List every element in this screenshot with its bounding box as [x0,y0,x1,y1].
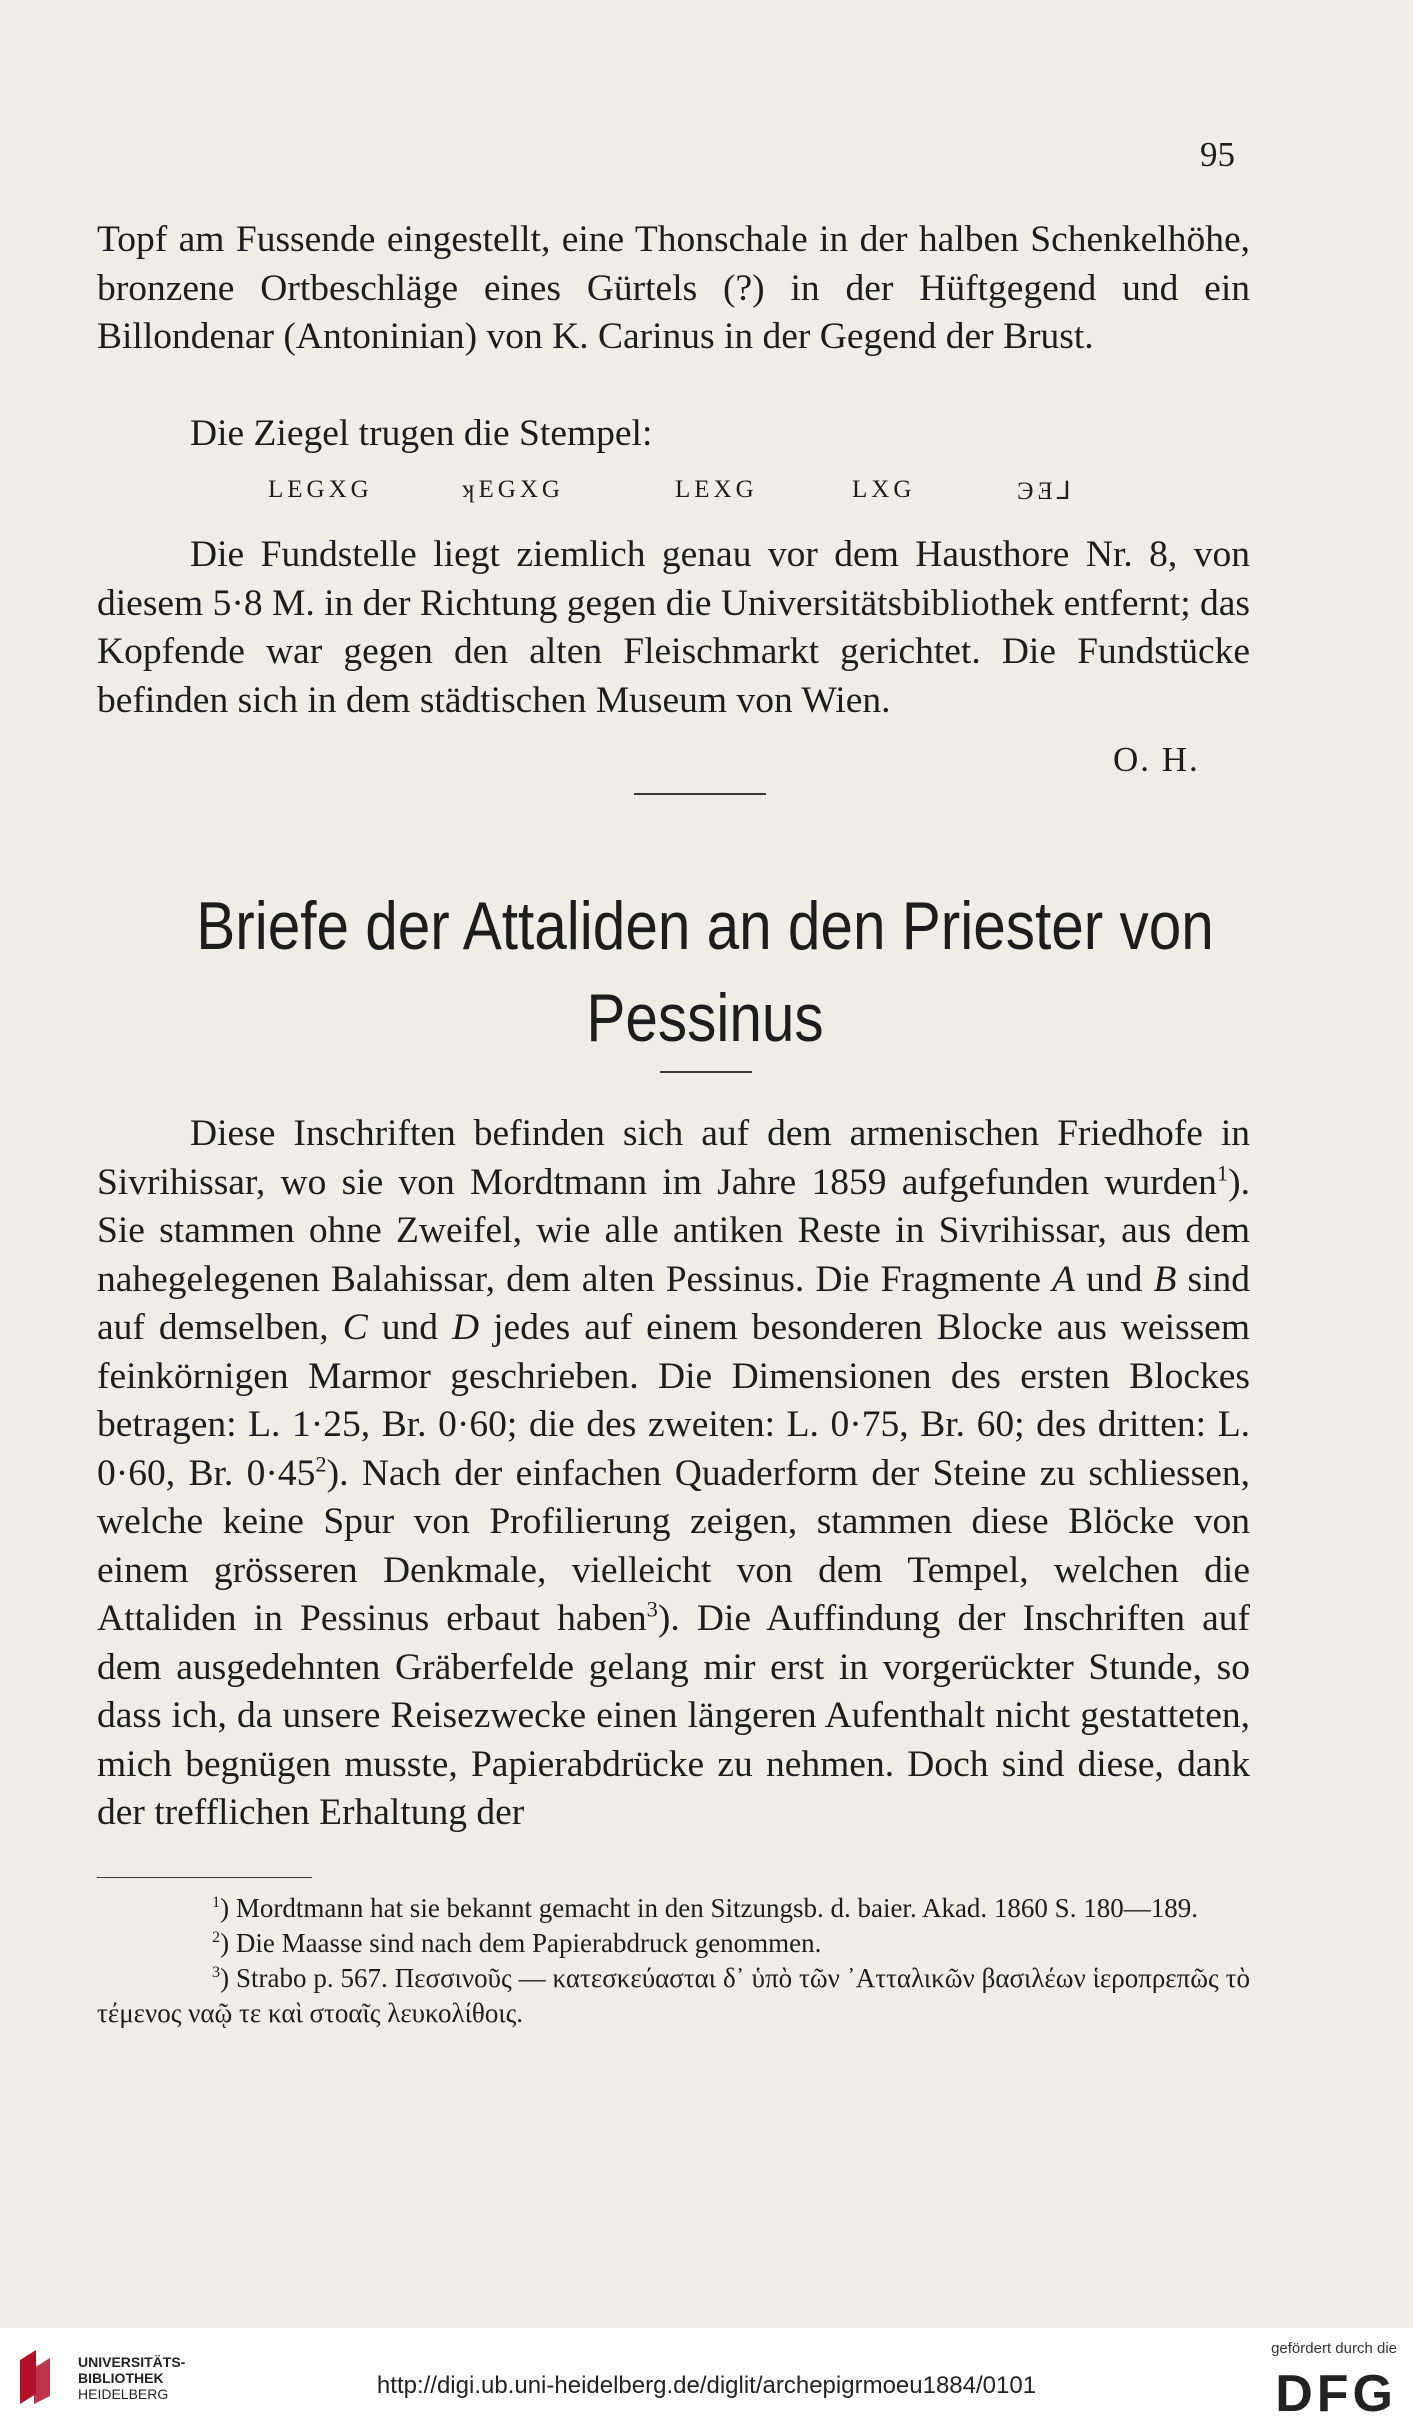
fundstelle-paragraph: Die Fundstelle liegt ziemlich genau vor dem Hausthore Nr. 8, von diesem 5·8 M. in der Richtung gegen die Universitätsbibliothek entfernt; das Kopfende war gegen den alten Fleischmarkt gerichtet. Die Fundstücke befinden sich in dem städtischen Museum von Wien. [97,534,1250,721]
footnote-mark: 2 [212,1928,221,1946]
section-divider [634,793,766,795]
footnote-rule [97,1877,312,1878]
page-number: 95 [1200,135,1235,174]
body-text: jedes auf einem besonderen Blocke aus weissem feinkörnigen Marmor geschrieben. Die Dimensionen des ersten Blockes betragen: L. 1·25, Br. 0·60; die des zweiten: L. 0·75, Br. 60; des dritten: L. 0·60, Br. 0·45 [97,1307,1250,1494]
title-line-1: Briefe der Attaliden an den Priester von [196,888,1214,964]
footnote [97,1891,1250,1926]
library-name-line: HEIDELBERG [78,2386,169,2402]
brick-stamp: LEGXG [268,476,373,503]
fragment-label: A [1052,1258,1076,1300]
permalink[interactable]: http://digi.ub.uni-heidelberg.de/diglit/archepigrmoeu1884/0101 [376,2372,1037,2399]
intro-paragraph: Topf am Fussende eingestellt, eine Thonschale in der halben Schenkelhöhe, bronzene Ortbeschläge eines Gürtels (?) in der Hüftgegend und ein Billondenar (Antoninian) von K. Carinus in der Gegend der Brust. [97,219,1250,357]
footnote-mark: 1 [212,1893,221,1911]
brick-stamp: ЭƎ⅃ [1017,478,1075,505]
brick-stamp: LXG [852,476,916,503]
body-paragraph [97,1110,1250,1838]
footnote [97,1926,1250,1961]
footnote-text: ) Die Maasse sind nach dem Papierabdruck genommen. [220,1928,822,1958]
footnote-ref: 1 [1216,1160,1229,1185]
body-text: ). Die Auffindung der Inschriften auf dem ausgedehnten Gräberfelde gelang mir erst in vorgerückter Stunde, so dass ich, da unsere Reisezwecke einen längeren Aufenthalt nicht gestatteten, mich begnügen musste, Papierabdrücke zu nehmen. Doch sind diese, dank der trefflichen Erhaltung der [97,1598,1250,1833]
fragment-label: B [1153,1258,1177,1300]
dfg-logo: DFG [1275,2365,1397,2423]
brick-stamp: ʞEGXG [462,476,564,503]
article-title [150,880,1259,1064]
body-text: und [1075,1258,1154,1300]
footnote [97,1961,1250,2031]
footnote-ref: 2 [315,1451,327,1476]
title-divider [660,1071,752,1073]
footnotes [97,1891,1250,2031]
library-name-line: BIBLIOTHEK [78,2370,164,2386]
body-text: ). Nach der einfachen Quaderform der Steine zu schliessen, welche keine Spur von Profilierung zeigen, stammen diese Blöcke von einem grösseren Denkmale, vielleicht von dem Tempel, welchen die Attaliden in Pessinus erbaut haben [97,1452,1250,1639]
stamp-intro: Die Ziegel trugen die Stempel: [190,413,653,454]
body-text: und [367,1307,453,1348]
body-text: Diese Inschriften befinden sich auf dem armenischen Friedhofe in Sivrihissar, wo sie von Mordtmann im Jahre 1859 aufgefunden wurden [97,1113,1250,1203]
body-text: sind auf demselben, [97,1258,1251,1348]
title-line-2: Pessinus [586,980,824,1056]
footnote-text: ) Strabo p. 567. Πεσσινοῦς — κατεσκεύασται δ᾽ ὑπὸ τῶν ᾽Ατταλικῶν βασιλέων ἱεροπρεπῶς τὸ τέμενος ναῷ τε καὶ στοαῖς λευκολίθοις. [97,1963,1250,2028]
fragment-label: D [452,1307,480,1348]
footnote-ref: 3 [646,1596,658,1622]
library-name-line: UNIVERSITÄTS- [78,2354,186,2370]
brick-stamp: LEXG [675,476,758,503]
funding-caption: gefördert durch die [1271,2340,1397,2357]
viewer-footer [0,2328,1413,2433]
body-text: ). Sie stammen ohne Zweifel, wie alle antiken Reste in Sivrihissar, aus dem nahegelegenen Balahissar, dem alten Pessinus. Die Fragmente [97,1161,1250,1300]
fragment-label: C [342,1307,368,1348]
footnote-text: ) Mordtmann hat sie bekannt gemacht in den Sitzungsb. d. baier. Akad. 1860 S. 180—189. [220,1893,1198,1923]
author-signature: O. H. [1113,740,1200,779]
footnote-mark: 3 [212,1963,221,1981]
